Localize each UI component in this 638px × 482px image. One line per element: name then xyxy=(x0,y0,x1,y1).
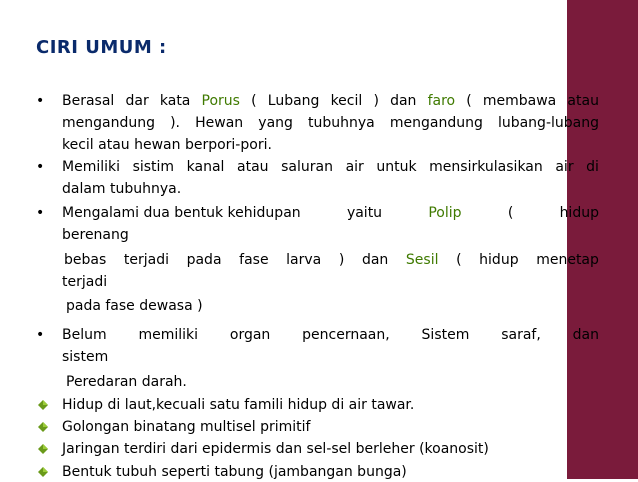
word: dan xyxy=(390,93,417,109)
word: Belum xyxy=(62,327,107,343)
word: mensirkulasikan xyxy=(429,159,543,175)
term-faro: faro xyxy=(427,93,456,109)
word: memiliki xyxy=(138,327,199,343)
word: Sistem xyxy=(421,327,470,343)
word: air xyxy=(345,159,364,175)
word: membawa xyxy=(482,93,557,109)
word: yang xyxy=(258,115,293,131)
term-sesil: Sesil xyxy=(405,252,439,268)
word: saluran xyxy=(281,159,333,175)
bullet-dot: • xyxy=(36,327,45,343)
diamond-bullet-icon xyxy=(38,467,48,477)
diamond-bullet-icon xyxy=(38,422,48,432)
b4-line3: Peredaran darah. xyxy=(66,374,187,390)
word: ) xyxy=(338,252,345,268)
word: hidup xyxy=(559,205,599,221)
word: kata xyxy=(159,93,191,109)
d3-text: Jaringan terdiri dari epidermis dan sel-sel berleher (koanosit) xyxy=(62,441,489,457)
word: Hewan xyxy=(195,115,244,131)
term-porus: Porus xyxy=(201,93,240,109)
word: atau xyxy=(567,93,599,109)
b1-line1 xyxy=(62,91,599,111)
word: lubang-lubang xyxy=(497,115,599,131)
word: dan xyxy=(572,327,599,343)
word: air xyxy=(555,159,574,175)
word: dar xyxy=(125,93,149,109)
word: ( xyxy=(251,93,257,109)
word: Berasal xyxy=(62,93,115,109)
word: larva xyxy=(286,252,322,268)
word: fase xyxy=(239,252,269,268)
diamond-bullet-icon xyxy=(38,400,48,410)
word: di xyxy=(586,159,599,175)
bullet-dot: • xyxy=(36,93,45,109)
word: dan xyxy=(361,252,389,268)
b2-line2: dalam tubuhnya. xyxy=(62,181,182,197)
b1-line3: kecil atau hewan berpori-pori. xyxy=(62,137,272,153)
word: ) xyxy=(373,93,379,109)
word: yaitu xyxy=(346,205,383,221)
diamond-bullet-icon xyxy=(38,444,48,454)
word: menetap xyxy=(536,252,599,268)
b4-line1 xyxy=(62,325,599,345)
word: ( xyxy=(507,205,514,221)
bullet-dot: • xyxy=(36,205,45,221)
d4-text: Bentuk tubuh seperti tabung (jambangan bunga) xyxy=(62,464,407,480)
word: untuk xyxy=(376,159,417,175)
b3-line4: terjadi xyxy=(62,274,108,290)
word: mengandung xyxy=(62,115,155,131)
d2-text: Golongan binatang multisel primitif xyxy=(62,419,311,435)
b1-line2 xyxy=(62,113,599,133)
b4-line2: sistem xyxy=(62,349,109,365)
word: kecil xyxy=(330,93,363,109)
b3-line2: berenang xyxy=(62,227,129,243)
word: pada xyxy=(186,252,222,268)
term-polip: Polip xyxy=(428,205,462,221)
phrase: Mengalami dua bentuk kehidupan xyxy=(62,205,301,221)
word: terjadi xyxy=(123,252,169,268)
b3-line1 xyxy=(62,203,599,223)
word: atau xyxy=(237,159,269,175)
word: ( xyxy=(456,252,462,268)
b2-line1 xyxy=(62,157,599,177)
b3-line3 xyxy=(64,250,599,270)
word: pencernaan, xyxy=(302,327,390,343)
slide-title: CIRI UMUM : xyxy=(36,37,167,58)
word: bebas xyxy=(64,252,107,268)
b3-line5: pada fase dewasa ) xyxy=(66,298,203,314)
word: sistim xyxy=(132,159,175,175)
word: organ xyxy=(229,327,271,343)
word: kanal xyxy=(186,159,225,175)
word: ( xyxy=(466,93,472,109)
bullet-dot: • xyxy=(36,159,45,175)
word: saraf, xyxy=(501,327,541,343)
word: mengandung xyxy=(389,115,483,131)
word: Memiliki xyxy=(62,159,120,175)
word: ). xyxy=(170,115,181,131)
word: tubuhnya xyxy=(308,115,375,131)
d1-text: Hidup di laut,kecuali satu famili hidup di air tawar. xyxy=(62,397,415,413)
word: hidup xyxy=(479,252,519,268)
word: Lubang xyxy=(267,93,320,109)
side-decor-band xyxy=(567,0,638,479)
